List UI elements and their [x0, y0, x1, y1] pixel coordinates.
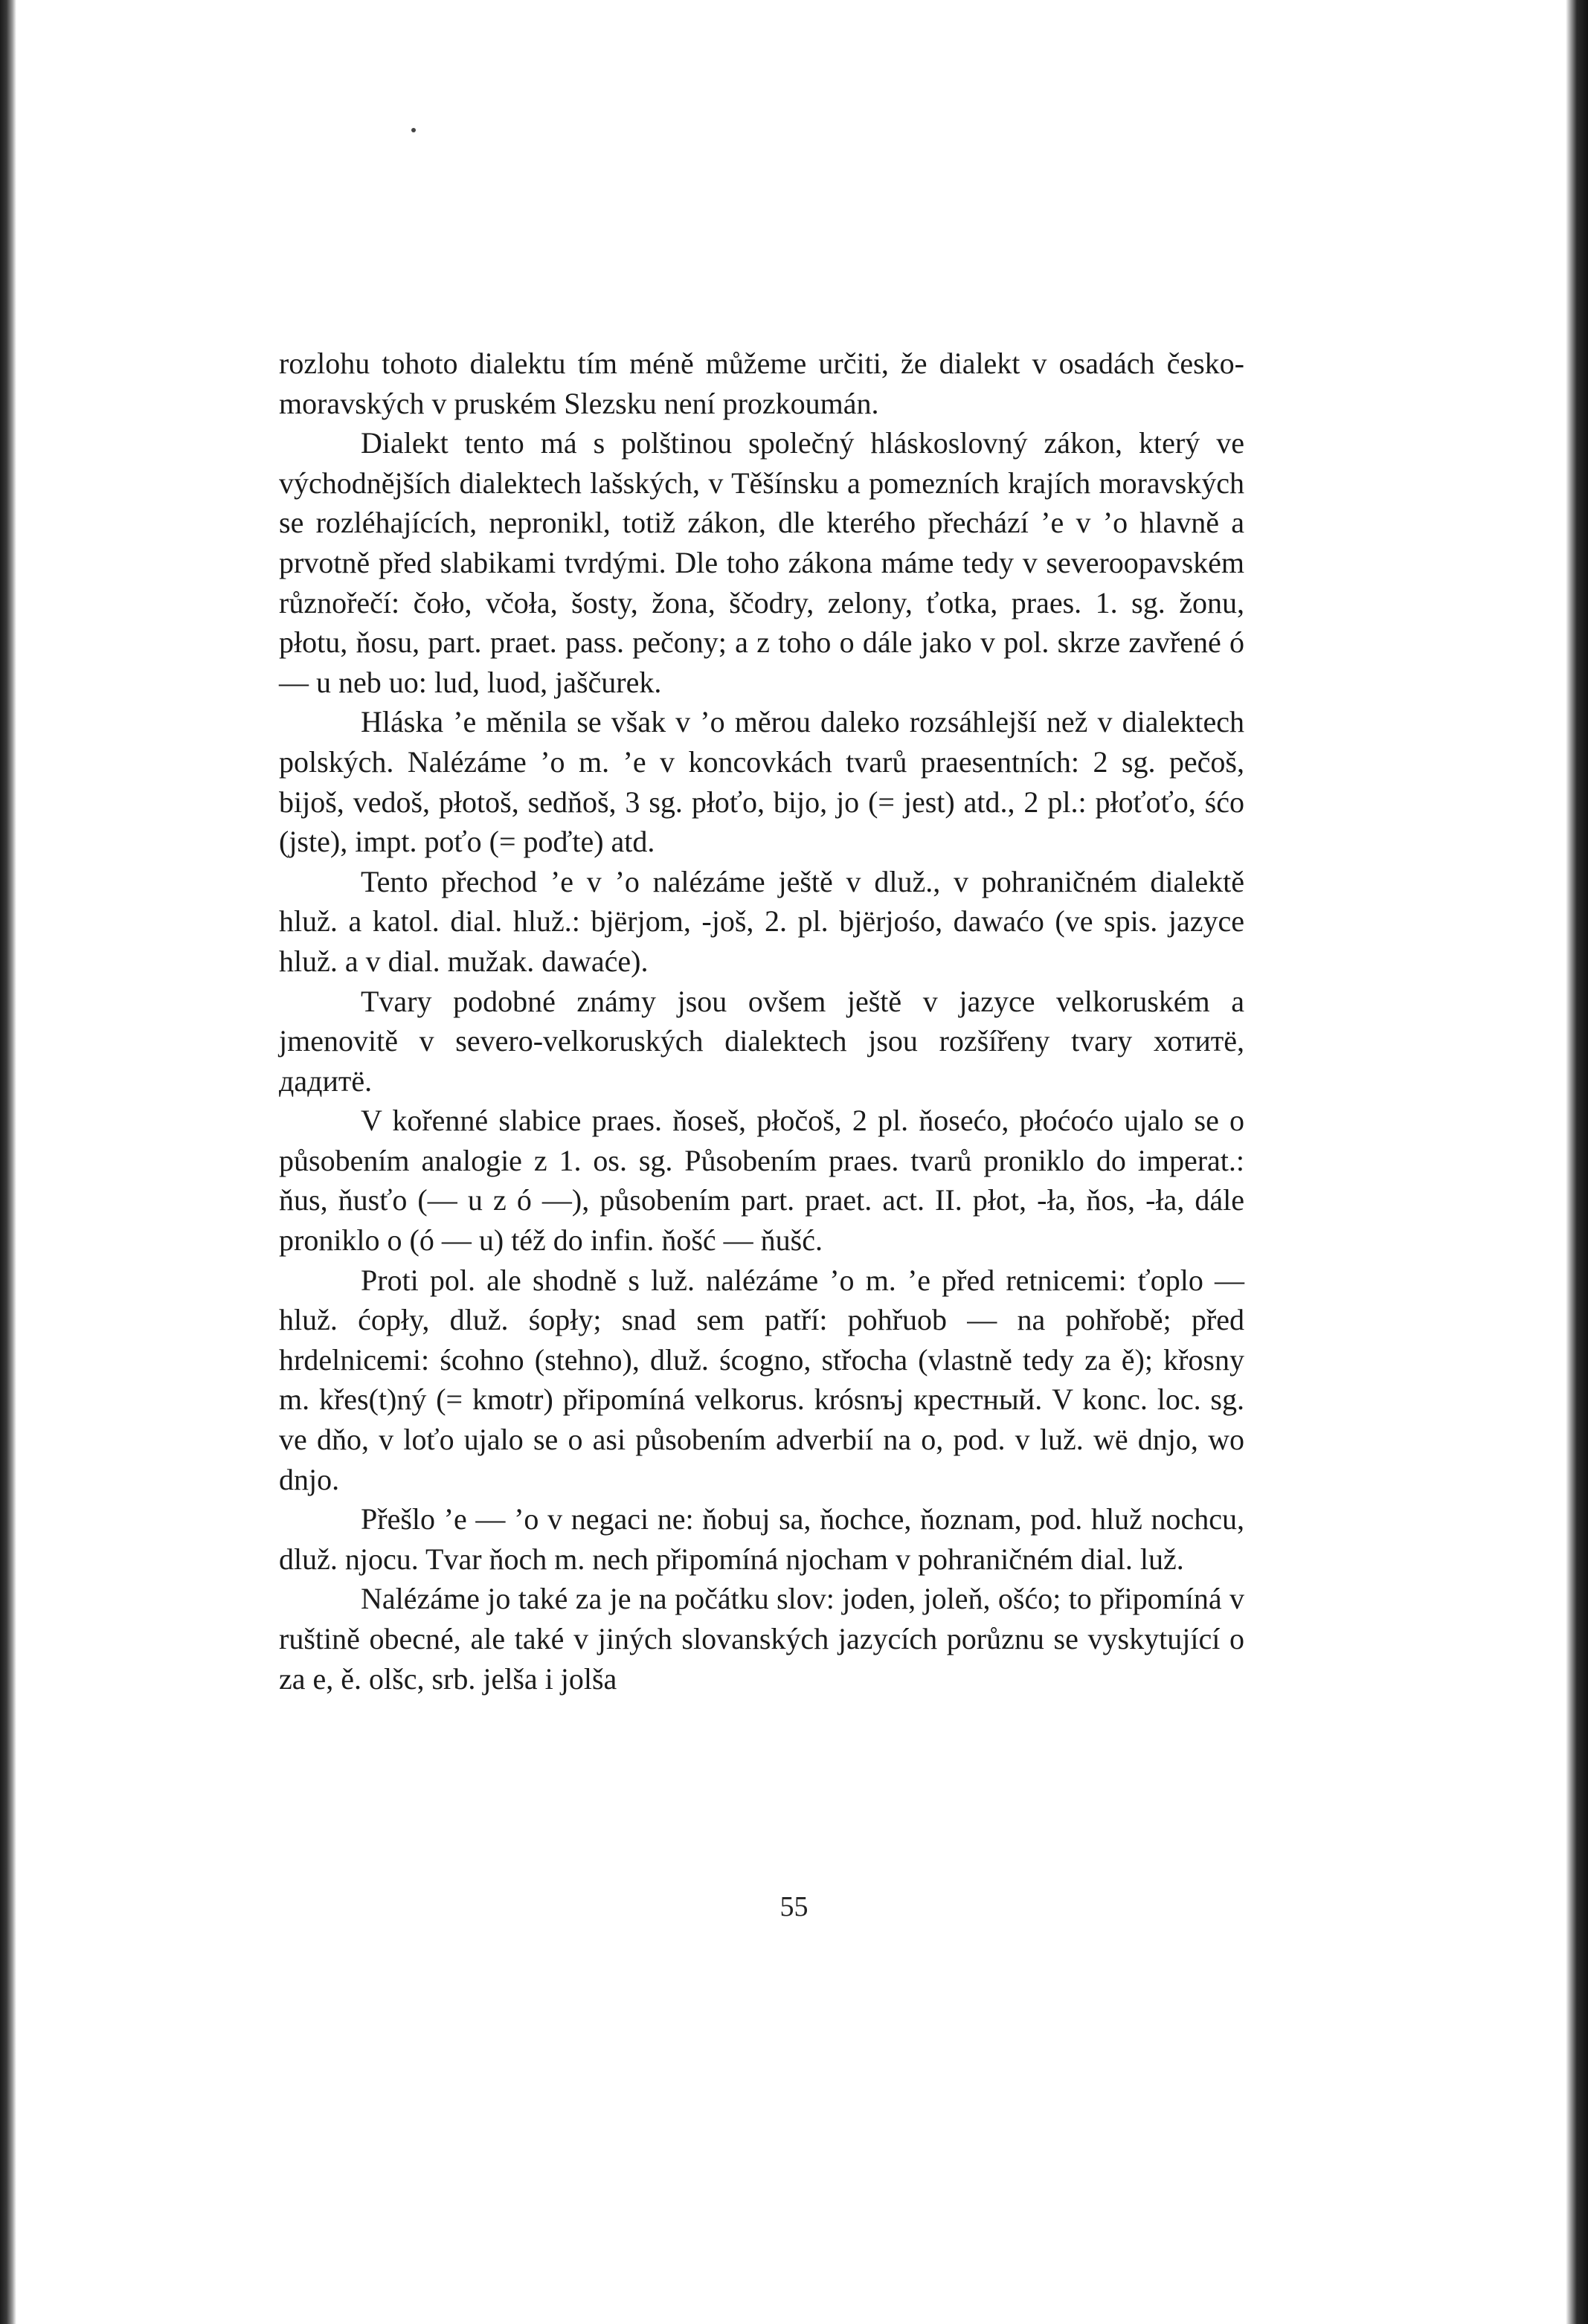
scan-speck	[411, 128, 416, 132]
page-number: 55	[779, 1891, 809, 1922]
paragraph: V kořenné slabice praes. ňoseš, płočoš, 2 pl. ňosećo, płoćoćo ujalo se o působením analogie z 1. os. sg. Působením praes. tvarů proniklo do imperat.: ňus, ňusťo (— u z ó —), působením part. praet. act. II. płot, -ła, ňos, -ła, dále proniklo o (ó — u) též do infin. ňošć — ňušć.	[279, 1104, 1244, 1258]
paragraph: Nalézáme jo také za je na počátku slov: joden, joleň, ošćo; to připomíná v ruštině obecné, ale také v jiných slovanských jazycích porůznu se vyskytující o za e, ě. olšc, srb. jelša i jolša	[279, 1582, 1244, 1696]
paragraph: Hláska ’e měnila se však v ’o měrou daleko rozsáhlejší než v dialektech polských. Nalézáme ’o m. ’e v koncovkách tvarů praesentních: 2 sg. pečoš, bijoš, vedoš, płotoš, sedňoš, 3 sg. płoťo, bijo, jo (= jest) atd., 2 pl.: płoťoťo, śćo (jste), impt. poťo (= poďte) atd.	[279, 705, 1244, 859]
paragraph: Tvary podobné známy jsou ovšem ještě v jazyce velkoruském a jmenovitě v severo-velkoruských dialektech jsou rozšířeny tvary хотитё, дадитё.	[279, 984, 1244, 1098]
paragraph: Tento přechod ’e v ’o nalézáme ještě v dluž., v pohraničném dialektě hluž. a katol. dial. hluž.: bjërjom, -još, 2. pl. bjërjośo, dawaćo (ve spis. jazyce hluž. a v dial. mužak. dawaće).	[279, 864, 1244, 978]
page-body	[279, 344, 1244, 1699]
paragraph: Proti pol. ale shodně s luž. nalézáme ’o m. ’e před retnicemi: ťoplo — hluž. ćopły, dluž. śopły; snad sem patří: pohřuob — na pohřobě; před hrdelnicemi: ścohno (stehno), dluž. ścogno, střocha (vlastně tedy za ě); křosny m. křes(t)ný (= kmotr) připomíná velkorus. krósnъj крестный. V konc. loc. sg. ve dňo, v loťo ujalo se o asi působením adverbií na o, pod. v luž. wë dnjo, wo dnjo.	[279, 1263, 1244, 1496]
paragraph: Dialekt tento má s polštinou společný hláskoslovný zákon, který ve východnějších dialektech lašských, v Těšínsku a pomezních krajích moravských se rozléhajících, nepronikl, totiž zákon, dle kterého přechází ’e v ’o hlavně a prvotně před slabikami tvrdými. Dle toho zákona máme tedy v severoopavském různořečí: čoło, včoła, šosty, žona, ščodry, zelony, ťotka, praes. 1. sg. žonu, płotu, ňosu, part. praet. pass. pečony; a z toho o dále jako v pol. skrze zavřené ó — u neb uo: lud, luod, jaščurek.	[279, 426, 1244, 699]
paragraph: rozlohu tohoto dialektu tím méně můžeme určiti, že dialekt v osadách česko-moravských v pruském Slezsku není prozkoumán.	[279, 347, 1244, 420]
paragraph: Přešlo ’e — ’o v negaci ne: ňobuj sa, ňochce, ňoznam, pod. hluž nochcu, dluž. njocu. Tvar ňoch m. nech připomíná njocham v pohraničném dial. luž.	[279, 1502, 1244, 1576]
scan-border-right	[1566, 0, 1588, 2324]
scan-border-left	[0, 0, 16, 2324]
